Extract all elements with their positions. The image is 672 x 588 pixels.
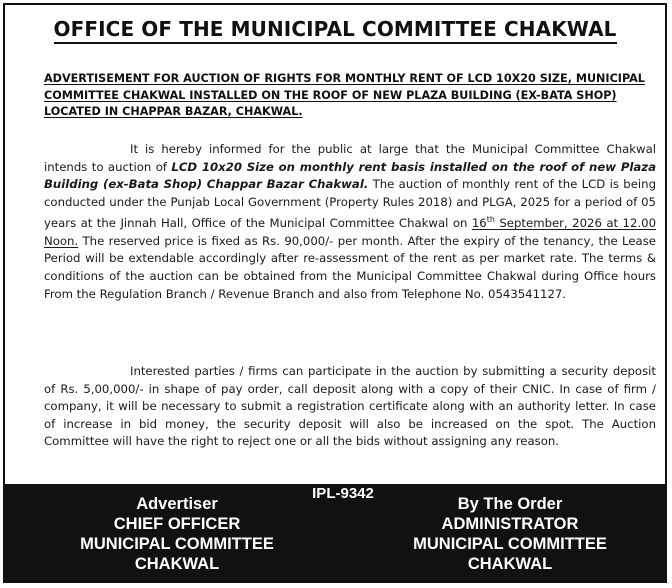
notice-paragraph-2	[44, 363, 656, 451]
advertisement-notice	[3, 3, 667, 583]
order-label: By The Order	[457, 495, 563, 513]
order-designation: ADMINISTRATOR	[441, 515, 579, 533]
paragraph-1-intro: It is hereby informed for the public at large that the Municipal Committee Chakwal intends to auction of	[44, 142, 656, 174]
order-block	[360, 494, 660, 574]
order-office: MUNICIPAL COMMITTEE	[413, 535, 607, 553]
auction-date-suffix: th	[486, 215, 495, 225]
order-city: CHAKWAL	[467, 555, 553, 573]
paragraph-1-middle: The auction of monthly rent of the LCD is being conducted under the Punjab Local Government (Property Rules 2018) and PLGA, 2025 for a period of 05 years at the Jinnah Hall, Office of the Municipal Committee Chakwal on	[44, 177, 656, 231]
auction-item-description: LCD 10x20 Size on monthly rent basis installed on the roof of new Plaza Building (ex-Bata Shop) Chappar Bazar Chakwal.	[44, 159, 656, 192]
ipl-reference: IPL-9342	[312, 485, 374, 502]
signature-footer	[5, 484, 665, 581]
paragraph-2-text: Interested parties / firms can participate in the auction by submitting a security deposit of Rs. 5,00,000/- in shape of pay order, call deposit along with a copy of their CNIC. In case of firm / company, it will be necessary to submit a registration certificate along with an authority letter. In case of increase in bid money, the security deposit will also be increased on the spot. The Auction Committee will have the right to reject one or all the bids without assigning any reason.	[44, 364, 656, 449]
advertiser-office: MUNICIPAL COMMITTEE	[80, 535, 274, 553]
advertiser-city: CHAKWAL	[134, 555, 220, 573]
advertiser-block	[27, 494, 327, 574]
office-title-text: OFFICE OF THE MUNICIPAL COMMITTEE CHAKWAL	[54, 17, 617, 44]
notice-paragraph-1	[44, 141, 656, 303]
advertiser-label: Advertiser	[136, 495, 218, 513]
paragraph-1-rest: The reserved price is fixed as Rs. 90,000/- per month. After the expiry of the tenancy, the Lease Period will be extendable accordingly after re-assessment of the rent as per market rate. The terms & conditions of the auction can be obtained from the Municipal Committee Chakwal during Office hours From the Regulation Branch / Revenue Branch and also from Telephone No. 0543541127.	[44, 233, 656, 301]
auction-date-day: 16	[471, 216, 487, 231]
auction-date-rest: September, 2026 at 12.00 Noon.	[44, 216, 657, 248]
office-title	[5, 17, 665, 41]
advertiser-designation: CHIEF OFFICER	[113, 515, 241, 533]
advertisement-subject: ADVERTISEMENT FOR AUCTION OF RIGHTS FOR MONTHLY RENT OF LCD 10X20 SIZE, MUNICIPAL COMMITTEE CHAKWAL INSTALLED ON THE ROOF OF NEW PLAZA BUILDING (EX-BATA SHOP) LOCATED IN CHAPPAR BAZAR, CHAKWAL.	[44, 72, 645, 118]
